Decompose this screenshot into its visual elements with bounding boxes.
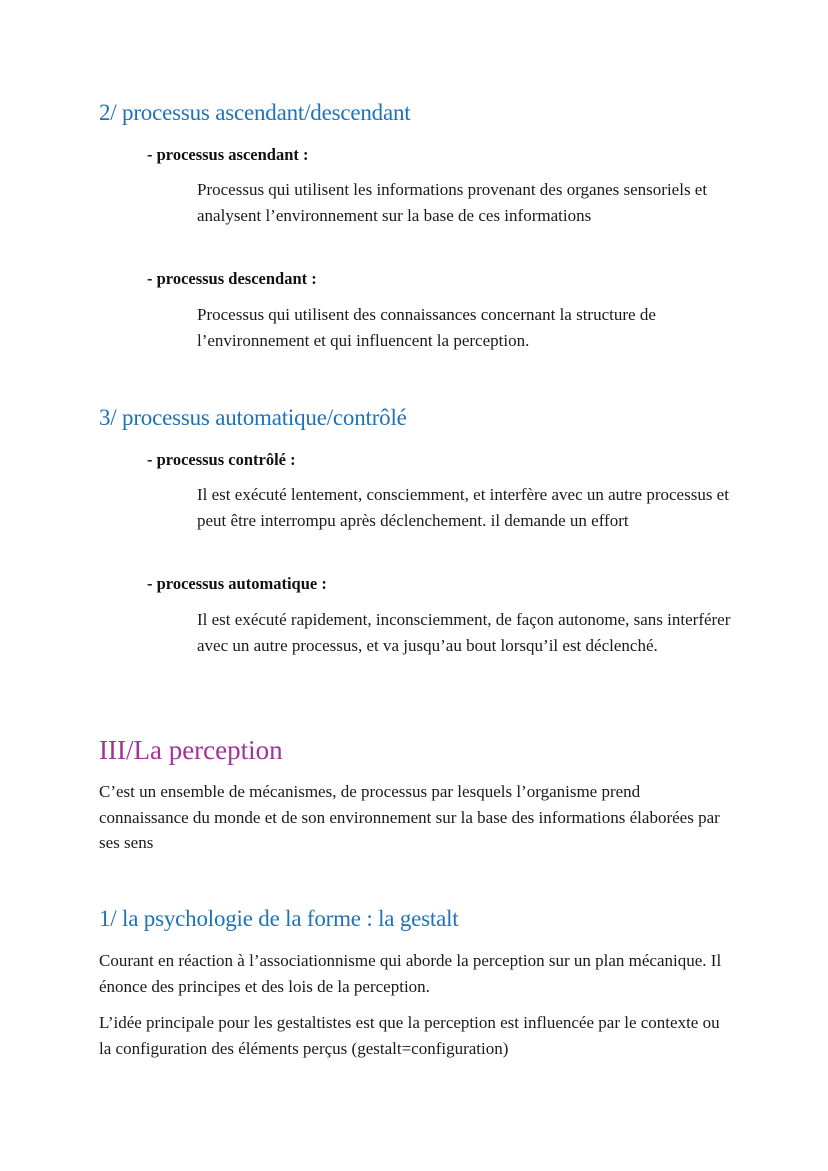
section-heading-automatique-controle: 3/ processus automatique/contrôlé bbox=[99, 405, 407, 430]
definition-processus-ascendant: Processus qui utilisent les informations provenant des organes sensoriels et analysent l’environnement sur la base de ces informations bbox=[197, 180, 708, 225]
section-heading-gestalt: 1/ la psychologie de la forme : la gestalt bbox=[99, 906, 459, 931]
section-heading-ascendant-descendant: 2/ processus ascendant/descendant bbox=[99, 100, 411, 125]
definition-processus-controle: Il est exécuté lentement, consciemment, et interfère avec un autre processus et peut être interrompu après déclenchement. il demande un effort bbox=[197, 485, 729, 530]
definition-processus-automatique: Il est exécuté rapidement, inconsciemment, de façon autonome, sans interférer avec un autre processus, et va jusqu’au bout lorsqu’il est déclenché. bbox=[197, 610, 731, 655]
gestalt-paragraph-1: Courant en réaction à l’associationnisme qui aborde la perception sur un plan mécanique. Il énonce des principes et des lois de la perception. bbox=[99, 951, 722, 996]
subheading-processus-ascendant: - processus ascendant : bbox=[147, 145, 309, 164]
definition-processus-descendant: Processus qui utilisent des connaissances concernant la structure de l’environnement et qui influencent la perception. bbox=[197, 305, 656, 350]
subheading-processus-automatique: - processus automatique : bbox=[147, 574, 327, 593]
subheading-processus-controle: - processus contrôlé : bbox=[147, 450, 296, 469]
subheading-processus-descendant: - processus descendant : bbox=[147, 269, 317, 288]
chapter-heading-perception: III/La perception bbox=[99, 735, 283, 765]
perception-definition: C’est un ensemble de mécanismes, de processus par lesquels l’organisme prend connaissance du monde et de son environnement sur la base des informations élaborées par ses sens bbox=[99, 782, 720, 852]
gestalt-paragraph-2: L’idée principale pour les gestaltistes est que la perception est influencée par le contexte ou la configuration des éléments perçus (gestalt=configuration) bbox=[99, 1013, 720, 1058]
